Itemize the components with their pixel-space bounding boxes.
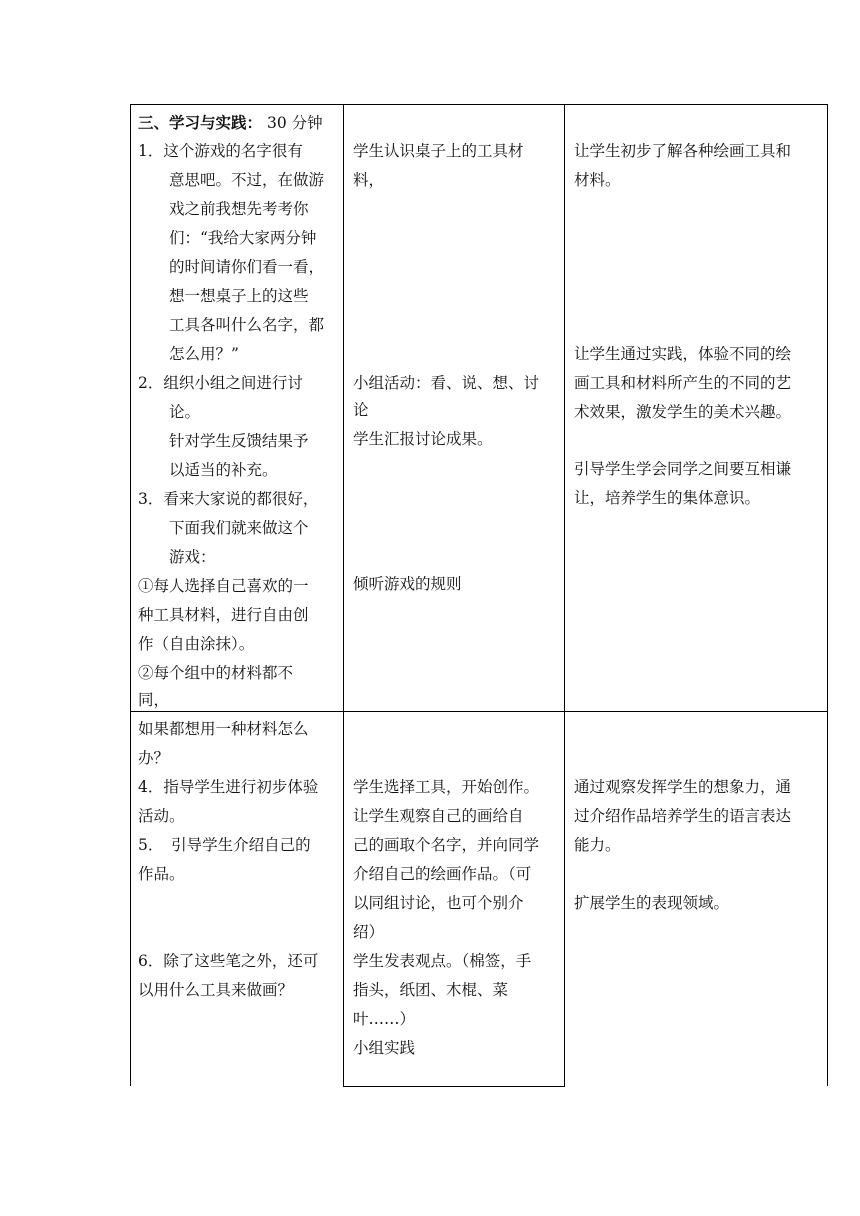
r1c2-line: 料， — [353, 171, 385, 189]
r1c1-line: 意思吧。不过，在做游 — [138, 171, 325, 189]
r1c2-line: 小组活动：看、说、想、讨 — [353, 374, 540, 392]
r1c3-line: 引导学生学会同学之间要互相谦 — [574, 460, 792, 478]
r2c1-line: 活动。 — [138, 807, 185, 825]
r2c1-line: 5． 引导学生介绍自己的 — [138, 836, 311, 854]
r2c3-line: 通过观察发挥学生的想象力，通 — [574, 778, 792, 796]
r1c1-line: 下面我们就来做这个 — [138, 519, 309, 537]
section-heading — [138, 108, 323, 138]
r2c1-line: 以用什么工具来做画？ — [138, 981, 294, 999]
section-heading-label: 三、学习与实践： — [138, 113, 263, 132]
r2c2-line: 叶……） — [353, 1010, 416, 1028]
r2c2-line: 绍） — [353, 923, 385, 941]
r1c1-line: 作（自由涂抹）。 — [138, 635, 255, 653]
r1c1-line: 论。 — [138, 403, 201, 421]
r2c2-line: 指头，纸团、木棍、菜 — [353, 981, 509, 999]
row2-divider-2 — [564, 711, 565, 1087]
r2c3-line: 能力。 — [574, 836, 621, 854]
row1-left-border — [130, 104, 131, 712]
row2-mid-bottom-border — [343, 1086, 565, 1087]
r1c1-line: 种工具材料，进行自由创 — [138, 606, 309, 624]
r2c1-line: 4．指导学生进行初步体验 — [138, 778, 319, 796]
r1c1-line: 戏之前我想先考考你 — [138, 200, 309, 218]
r1c1-line: ①每人选择自己喜欢的一 — [138, 577, 309, 595]
row2-right-border — [827, 711, 828, 1086]
r1c1-line: 想一想桌子上的这些 — [138, 287, 309, 305]
r1c1-line: 同， — [138, 691, 170, 709]
r1c1-line: 3．看来大家说的都很好， — [138, 490, 319, 508]
r2c2-line: 学生发表观点。（棉签，手 — [353, 952, 532, 970]
r1c1-line: 针对学生反馈结果予 — [138, 432, 309, 450]
r1c3-line: 材料。 — [574, 171, 621, 189]
r2c3-line: 过介绍作品培养学生的语言表达 — [574, 807, 792, 825]
r1c3-line: 让学生通过实践，体验不同的绘 — [574, 345, 792, 363]
section-heading-time: 30 分钟 — [266, 114, 323, 132]
row1-divider-1 — [343, 104, 344, 712]
r2c2-line: 以同组讨论，也可个别介 — [353, 894, 524, 912]
r1c1-line: 怎么用？” — [138, 345, 239, 363]
r1c1-line: 2．组织小组之间进行讨 — [138, 374, 303, 392]
r1c3-line: 让学生初步了解各种绘画工具和 — [574, 142, 792, 160]
r2c3-line: 扩展学生的表现领域。 — [574, 894, 730, 912]
r1c1-line: 的时间请你们看一看， — [138, 258, 325, 276]
row2-left-border — [130, 711, 131, 1086]
r2c2-line: 学生选择工具，开始创作。 — [353, 778, 540, 796]
row1-bottom-border — [130, 711, 828, 712]
r1c1-line: 工具各叫什么名字，都 — [138, 316, 325, 334]
r2c1-line: 办？ — [138, 749, 170, 767]
r2c1-line: 6．除了这些笔之外，还可 — [138, 952, 319, 970]
row1-right-border — [827, 104, 828, 712]
r1c2-line: 学生认识桌子上的工具材 — [353, 142, 524, 160]
r2c2-line: 小组实践 — [353, 1039, 416, 1057]
r1c3-line: 术效果，激发学生的美术兴趣。 — [574, 403, 792, 421]
r1c1-line: 游戏： — [138, 548, 216, 566]
r1c2-line: 论 — [353, 401, 369, 419]
row2-divider-1 — [343, 711, 344, 1087]
r2c2-line: 让学生观察自己的画给自 — [353, 807, 524, 825]
r1c1-line: ②每个组中的材料都不 — [138, 664, 294, 682]
r1c2-line: 学生汇报讨论成果。 — [353, 430, 493, 448]
r2c1-line: 如果都想用一种材料怎么 — [138, 720, 309, 738]
r2c2-line: 己的画取个名字，并向同学 — [353, 836, 540, 854]
r1c1-line: 以适当的补充。 — [138, 461, 278, 479]
row1-divider-2 — [564, 104, 565, 712]
row1-top-border — [130, 104, 828, 105]
r1c1-line: 们：“我给大家两分钟 — [138, 229, 317, 247]
r1c1-line: 1．这个游戏的名字很有 — [138, 142, 303, 160]
r1c3-line: 画工具和材料所产生的不同的艺 — [574, 374, 792, 392]
r1c2-line: 倾听游戏的规则 — [353, 575, 462, 593]
r2c1-line: 作品。 — [138, 865, 185, 883]
r2c2-line: 介绍自己的绘画作品。（可 — [353, 865, 532, 883]
r1c3-line: 让，培养学生的集体意识。 — [574, 489, 761, 507]
